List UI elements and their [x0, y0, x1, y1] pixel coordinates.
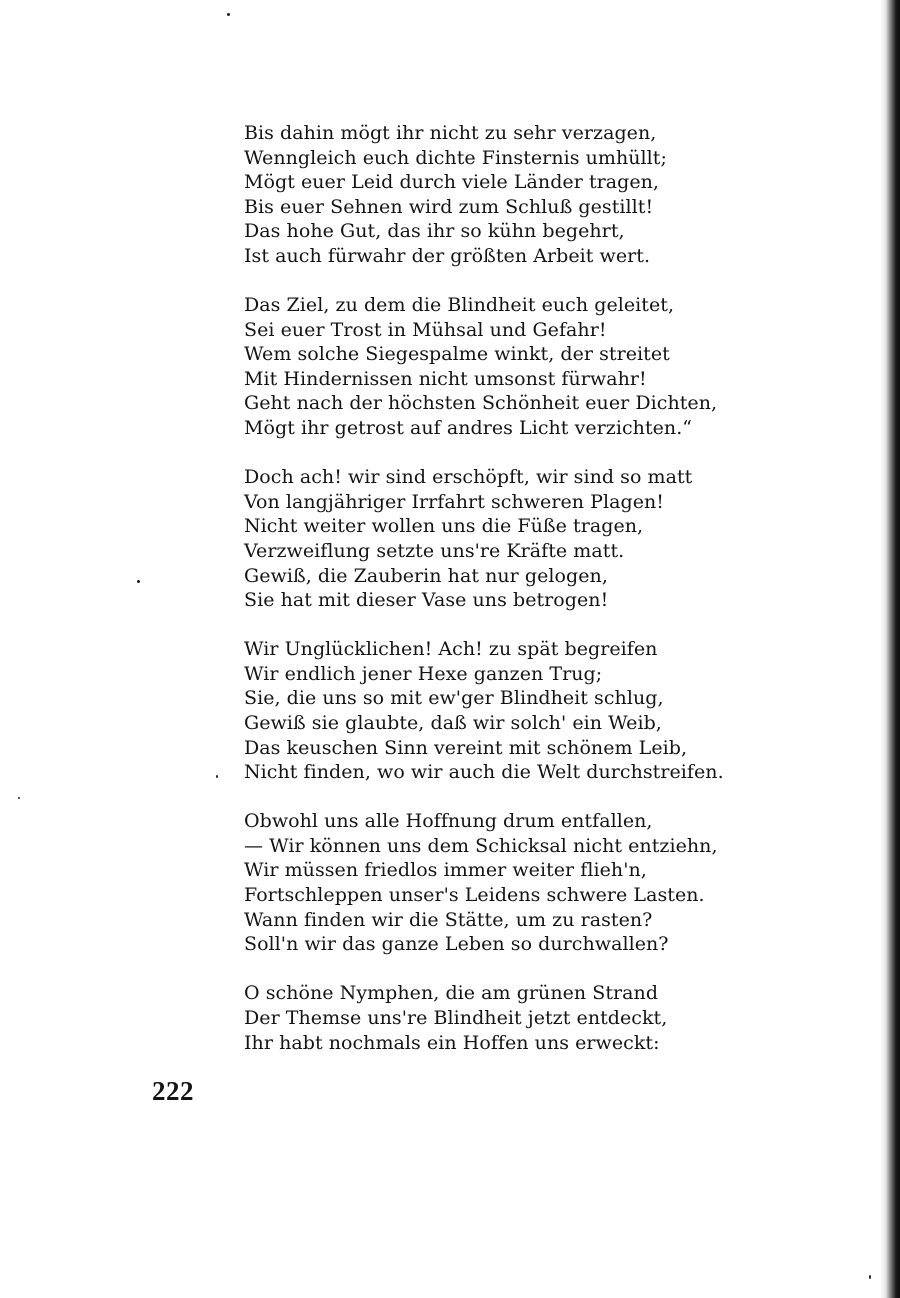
- verse-line: Fortschleppen unser's Leidens schwere Lasten.: [244, 884, 705, 907]
- stanza: [244, 121, 684, 269]
- verse-line: Wenngleich euch dichte Finsternis umhüllt;: [244, 146, 667, 169]
- verse-line: — Wir können uns dem Schicksal nicht entziehn,: [244, 834, 718, 857]
- verse-line: Wir müssen friedlos immer weiter flieh'n,: [244, 859, 647, 882]
- verse-line: Wir Unglücklichen! Ach! zu spät begreifen: [244, 638, 658, 661]
- verse-line: Obwohl uns alle Hoffnung drum entfallen,: [244, 810, 653, 833]
- verse-line: Sei euer Trost in Mühsal und Gefahr!: [244, 318, 607, 341]
- stanza: [244, 465, 693, 613]
- verse-line: Gewiß sie glaubte, daß wir solch' ein Weib,: [244, 711, 662, 734]
- verse-line: Mögt euer Leid durch viele Länder tragen,: [244, 171, 660, 194]
- verse-line: Mögt ihr getrost auf andres Licht verzichten.“: [244, 417, 693, 440]
- verse-line: Der Themse uns're Blindheit jetzt entdeckt,: [244, 1006, 668, 1029]
- verse-line: Sie hat mit dieser Vase uns betrogen!: [244, 589, 609, 612]
- verse-line: Soll'n wir das ganze Leben so durchwallen?: [244, 933, 669, 956]
- verse-line: Bis dahin mögt ihr nicht zu sehr verzagen,: [244, 122, 657, 144]
- stanza: [244, 637, 724, 785]
- verse-line: Ist auch fürwahr der größten Arbeit wert.: [244, 244, 651, 267]
- verse-line: Gewiß, die Zauberin hat nur gelogen,: [244, 564, 608, 587]
- ink-speck: [137, 580, 140, 583]
- verse-line: Geht nach der höchsten Schönheit euer Dichten,: [244, 392, 718, 415]
- verse-line: Verzweiflung setzte uns're Kräfte matt.: [244, 539, 625, 562]
- verse-line: Das Ziel, zu dem die Blindheit euch geleitet,: [244, 294, 675, 317]
- verse-line: Sie, die uns so mit ew'ger Blindheit schlug,: [244, 687, 664, 710]
- ink-speck: [18, 797, 20, 799]
- verse-line: Nicht finden, wo wir auch die Welt durchstreifen.: [244, 761, 724, 784]
- verse-line: Bis euer Sehnen wird zum Schluß gestillt!: [244, 195, 654, 218]
- ink-speck: [216, 775, 218, 778]
- verse-line: O schöne Nymphen, die am grünen Strand: [244, 982, 659, 1005]
- ink-speck: [869, 1275, 871, 1279]
- verse-line: Wann finden wir die Stätte, um zu rasten?: [244, 908, 653, 931]
- verse-line: Ihr habt nochmals ein Hoffen uns erweckt:: [244, 1031, 660, 1054]
- stanza: [244, 981, 684, 1055]
- stanza: [244, 293, 718, 441]
- verse-line: Von langjähriger Irrfahrt schweren Plagen!: [244, 490, 664, 513]
- verse-line: Doch ach! wir sind erschöpft, wir sind so matt: [244, 466, 693, 489]
- verse-line: Das hohe Gut, das ihr so kühn begehrt,: [244, 220, 625, 243]
- poem-text: [244, 121, 724, 1080]
- ink-speck: [227, 13, 230, 16]
- book-binding-edge: [880, 0, 900, 1298]
- verse-line: Das keuschen Sinn vereint mit schönem Leib,: [244, 736, 688, 759]
- verse-line: Nicht weiter wollen uns die Füße tragen,: [244, 515, 644, 538]
- verse-line: Mit Hindernissen nicht umsonst fürwahr!: [244, 367, 647, 390]
- verse-line: Wem solche Siegespalme winkt, der streitet: [244, 343, 670, 366]
- stanza: [244, 809, 718, 957]
- page-number: 222: [152, 1076, 194, 1106]
- verse-line: Wir endlich jener Hexe ganzen Trug;: [244, 662, 603, 685]
